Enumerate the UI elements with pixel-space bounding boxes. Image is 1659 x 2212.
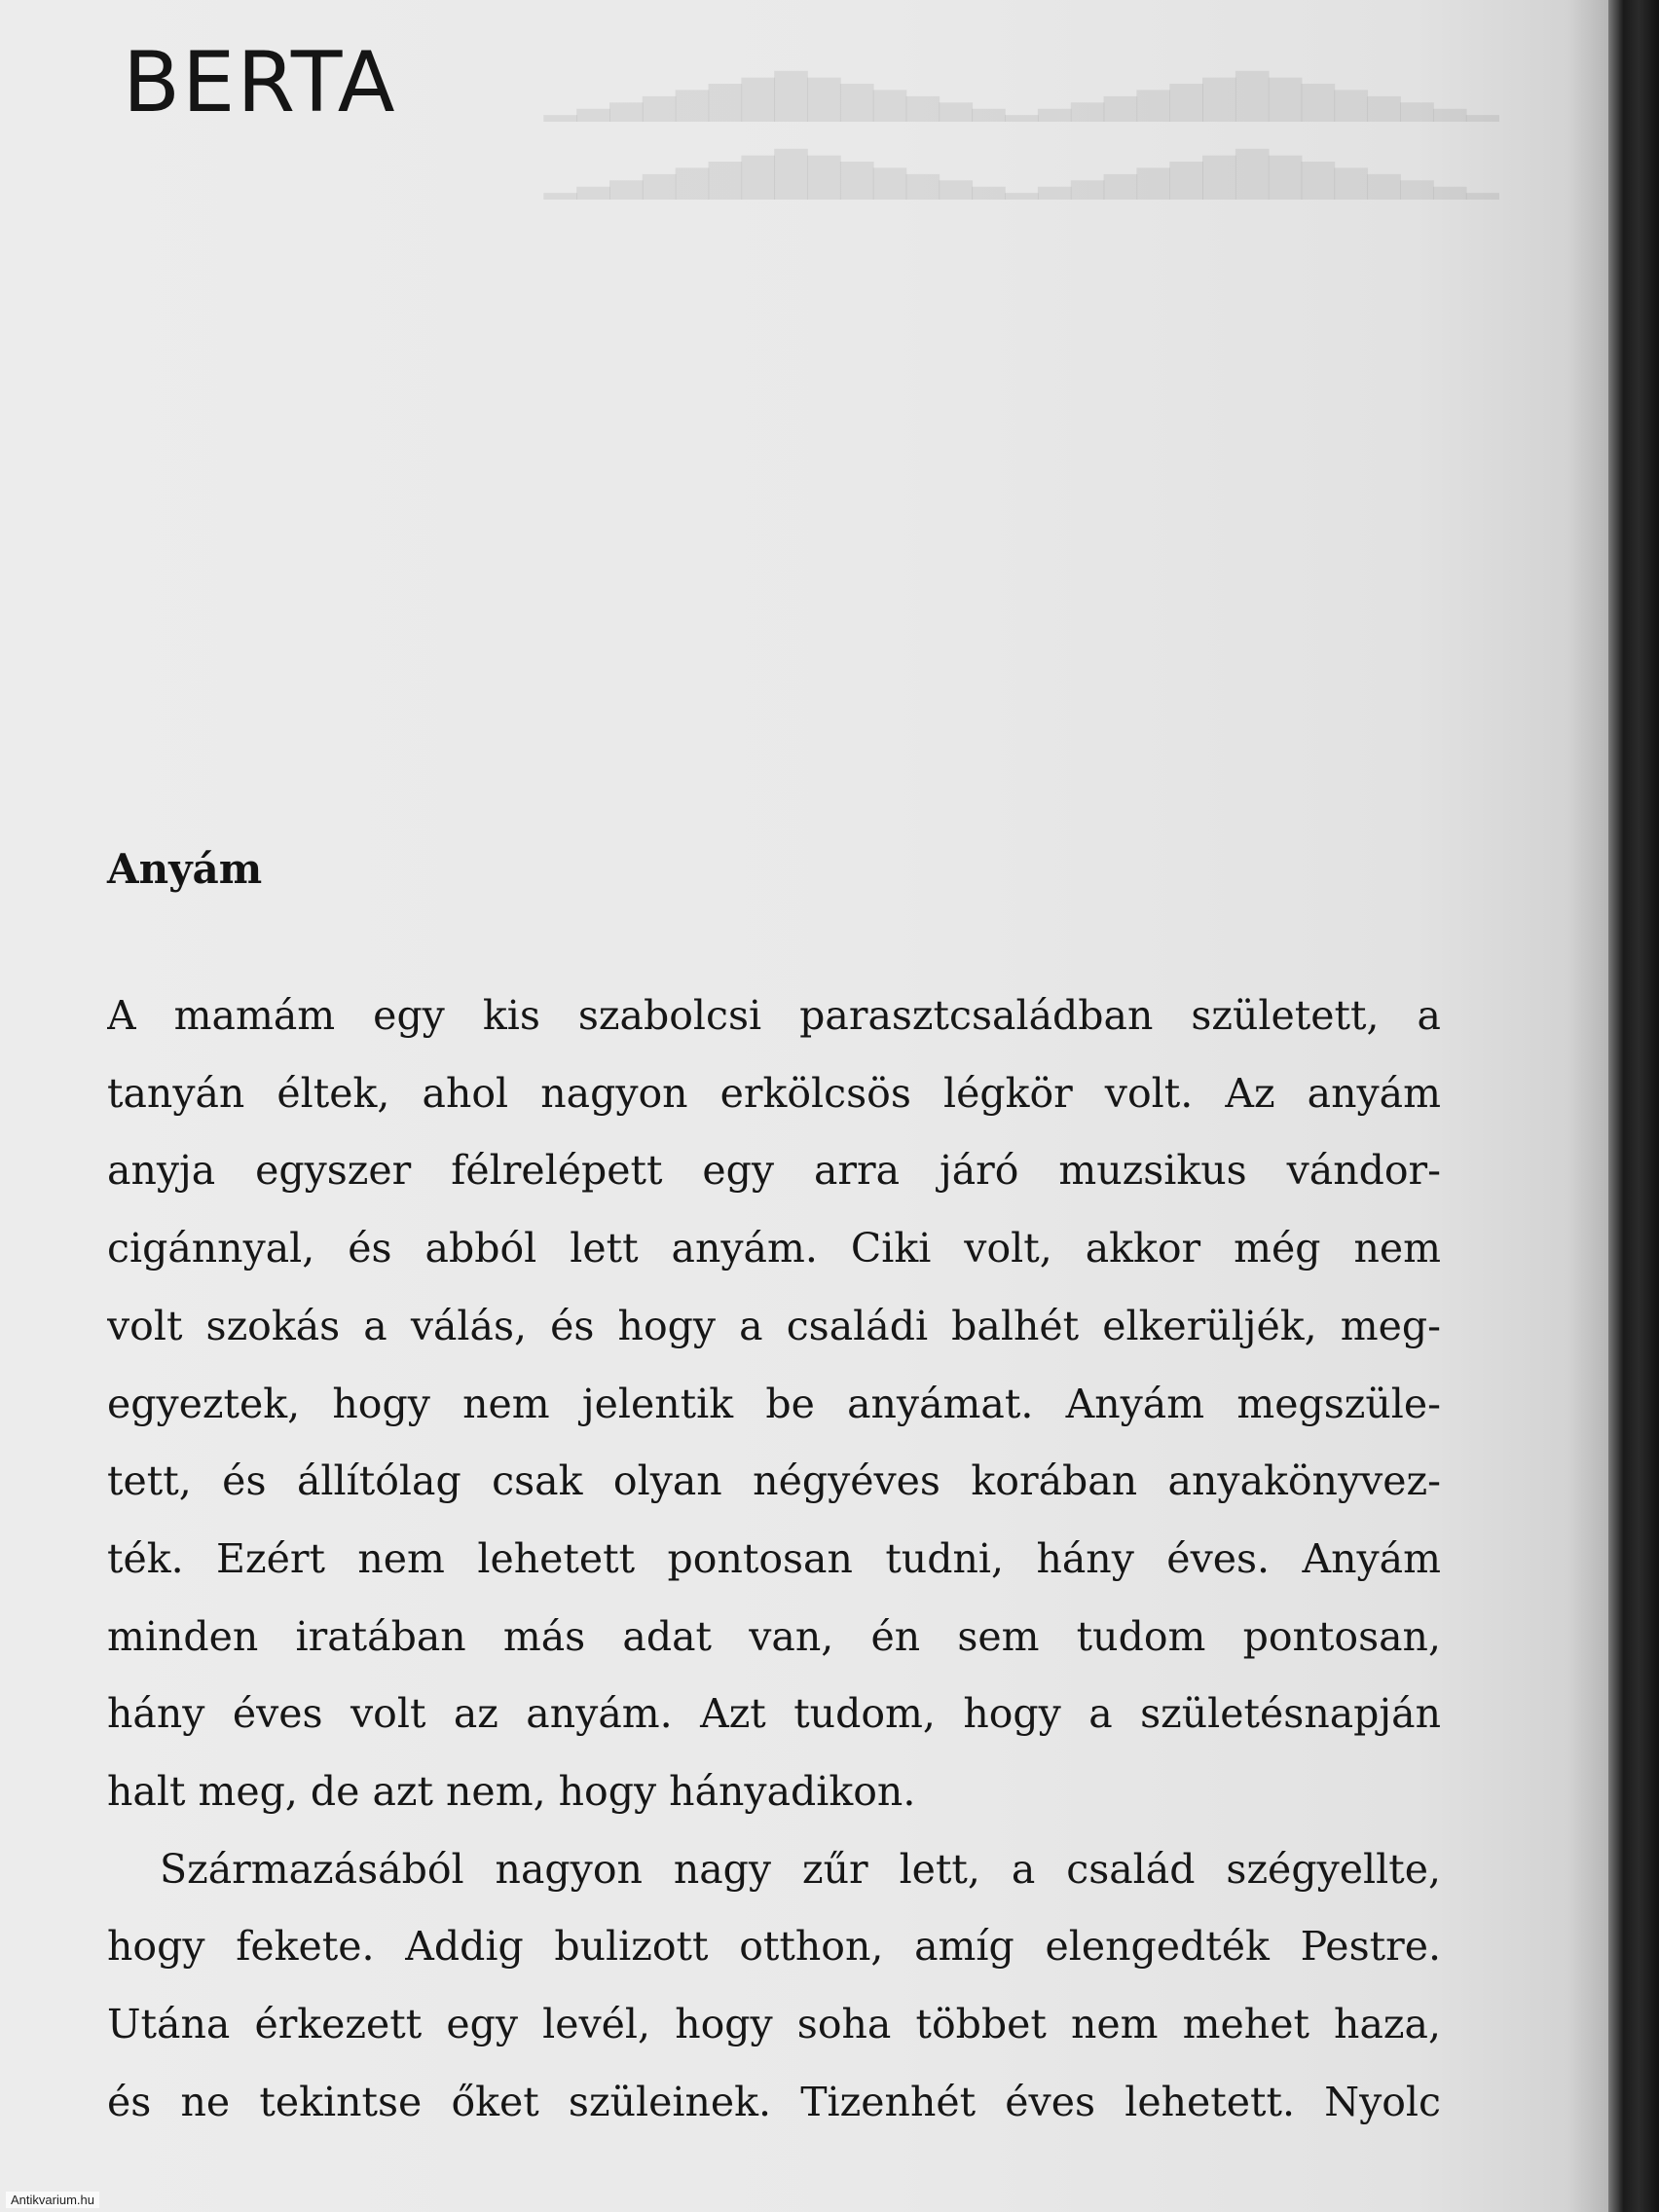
section-heading: Anyám [107, 845, 263, 893]
text-line: anyja egyszer félrelépett egy arra járó muzsikus vándor- [107, 1147, 1441, 1195]
text-line: hogy fekete. Addig bulizott otthon, amíg elengedték Pestre. [107, 1923, 1441, 1971]
chapter-title: BERTA [123, 34, 397, 131]
text-line: hány éves volt az anyám. Azt tudom, hogy a születésnapján [107, 1690, 1441, 1738]
watermark: Antikvarium.hu [6, 2192, 99, 2208]
text-line: halt meg, de azt nem, hogy hányadikon. [107, 1768, 916, 1816]
text-line: minden iratában más adat van, én sem tudom pontosan, [107, 1612, 1441, 1660]
text-line: egyeztek, hogy nem jelentik be anyámat. Anyám megszüle- [107, 1380, 1441, 1427]
bleed-through-text: ▁▂▃▄▅▆▇█▇▆▅▄▃▂▁▂▃▄▅▆▇█▇▆▅▄▃▂▁ ▁▂▃▄▅▆▇█▇▆▅▄▃▂▁▂▃▄▅▆▇█▇▆▅▄▃▂▁ [543, 72, 1499, 200]
page-gutter-shadow [1567, 0, 1608, 2212]
book-binding-edge [1608, 0, 1659, 2212]
text-line: tanyán éltek, ahol nagyon erkölcsös légkör volt. Az anyám [107, 1069, 1441, 1117]
text-line: Származásából nagyon nagy zűr lett, a család szégyellte, [160, 1845, 1441, 1893]
text-line: A mamám egy kis szabolcsi parasztcsaládban született, a [107, 992, 1441, 1039]
text-line: és ne tekintse őket szüleinek. Tizenhét éves lehetett. Nyolc [107, 2078, 1441, 2125]
text-line: ték. Ezért nem lehetett pontosan tudni, hány éves. Anyám [107, 1534, 1441, 1582]
text-line: cigánnyal, és abból lett anyám. Ciki volt, akkor még nem [107, 1225, 1441, 1272]
text-line: Utána érkezett egy levél, hogy soha többet nem mehet haza, [107, 2001, 1441, 2048]
text-line: volt szokás a válás, és hogy a családi balhét elkerüljék, meg- [107, 1302, 1441, 1349]
body-text [107, 977, 1441, 2142]
text-line: tett, és állítólag csak olyan négyéves korában anyakönyvez- [107, 1457, 1441, 1505]
